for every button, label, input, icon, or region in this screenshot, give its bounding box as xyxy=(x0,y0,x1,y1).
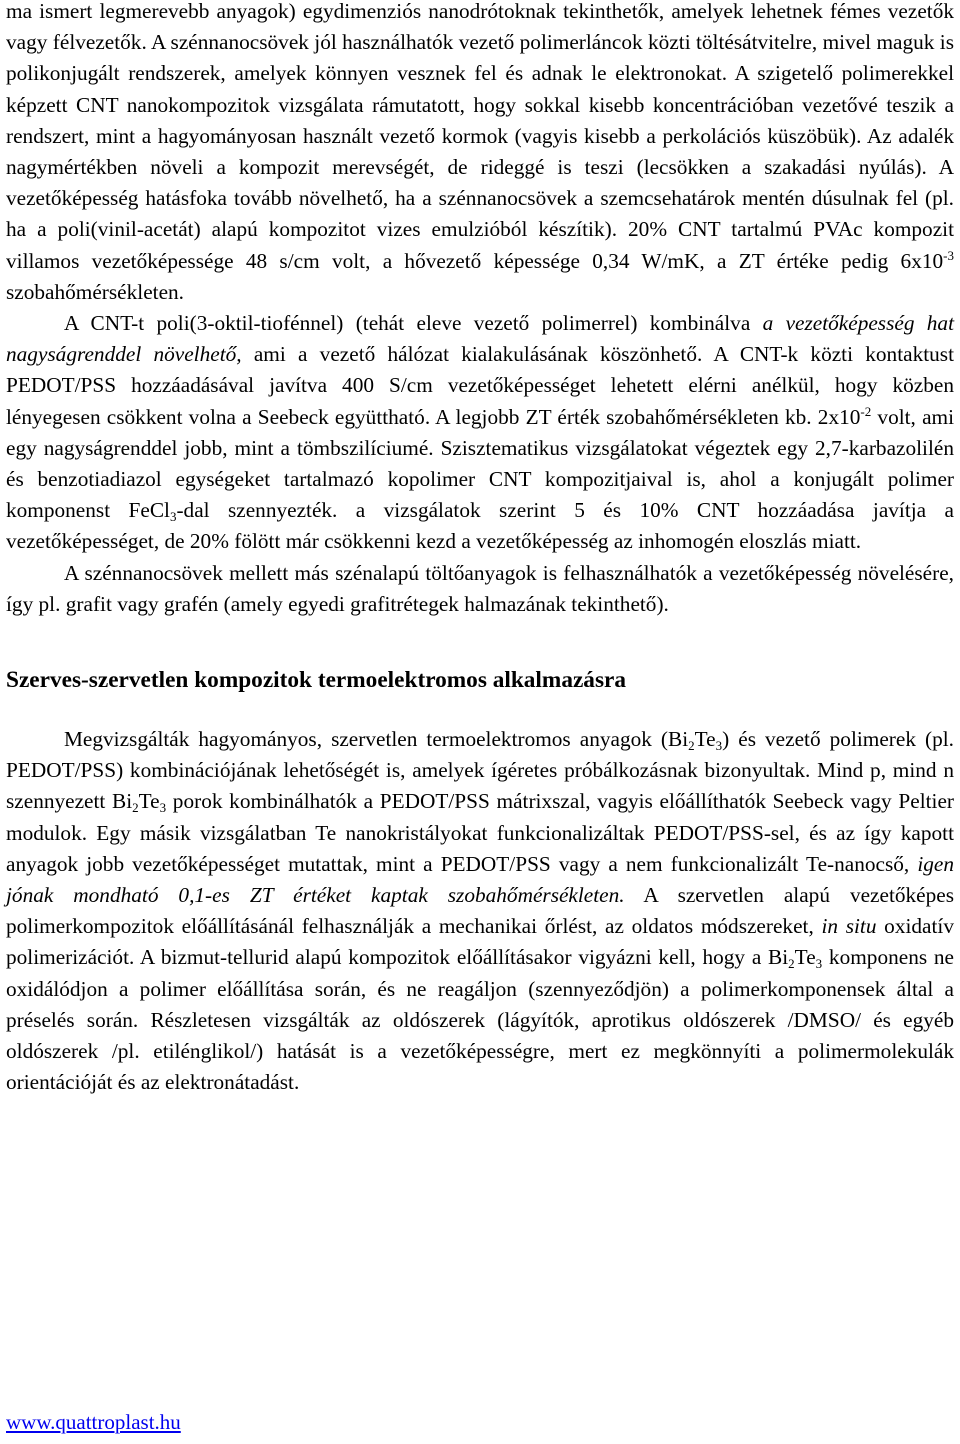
emphasis-text: a vezetőképesség hat nagyságrenddel növelhető, xyxy=(6,311,955,367)
paragraph-text: szobahőmérsékleten. xyxy=(6,279,184,304)
subscript: 2 xyxy=(688,738,695,754)
paragraph-text: ma ismert legmerevebb anyagok) egydimenziós nanodrótoknak tekinthetők, amelyek lehetnek fémes vezetők vagy félvezetők. A szénnanocsövek jól használhatók vezető polimerláncok közti töltésátvitelre, mivel maguk is polikonjugált rendszerek, amelyek könnyen vesznek fel és adnak le elektronokat. A szigetelő polimerekkel képzett CNT nanokompozitok vizsgálata rámutatott, hogy sokkal kisebb koncentrációban vezetővé teszik a rendszert, mint a hagyományosan használt vezető kormok (vagyis kisebb a perkolációs küszöbük). Az adalék nagymértékben növeli a kompozit merevségét, de rideggé is teszi (lecsökken a szakadási nyúlás). A vezetőképesség hatásfoka tovább növelhető, ha a szénnanocsövek a szemcsehatárok mentén dúsulnak fel (pl. ha a poli(vinil-acetát) alapú kompozitot vizes emulzióból készítik). 20% CNT tartalmú PVAc kompozit villamos vezetőképessége 48 s/cm volt, a hővezető képessége 0,34 W/mK, a ZT értéke pedig 6x10 xyxy=(6,0,954,273)
emphasis-text: igen jónak mondható 0,1-es ZT értéket kaptak szobahőmérsékleten. xyxy=(6,851,954,908)
subscript: 3 xyxy=(715,738,723,754)
paragraph-text: -dal szennyezték. a vizsgálatok szerint 5 és 10% CNT hozzáadása javítja a vezetőképességet, de 20% fölött már csökkenni kezd a vezetőképesség az inhomogén eloszlás miatt. xyxy=(6,498,955,554)
emphasis-text: in situ xyxy=(821,914,877,939)
paragraph-text: Te xyxy=(694,727,716,752)
paragraph-text: Te xyxy=(794,945,816,970)
section-heading: Szerves-szervetlen kompozitok termoelektromos alkalmazásra xyxy=(6,667,627,694)
paragraph-text: porok kombinálhatók a PEDOT/PSS mátrixszal, vagyis előállíthatók Seebeck vagy Peltier modulok. Egy másik vizsgálatban Te nanokristályokat funkcionalizáltak PEDOT/PSS-sel, és az így kapott anyagok jobb vezetőképességet mutattak, mint a PEDOT/PSS vagy a nem funkcionalizált Te-nanocső, xyxy=(6,789,954,876)
paragraph-text: ami a vezető hálózat kialakulásának köszönhető. A CNT-k közti kontaktust PEDOT/PSS hozzáadásával javítva 400 S/cm vezetőképességet lehetett elérni anélkül, hogy közben lényegesen csökkent volna a Seebeck együttható. A legjobb ZT érték szobahőmérsékleten kb. 2x10 xyxy=(6,342,954,429)
footer-website-link[interactable]: www.quattroplast.hu xyxy=(6,1410,181,1434)
paragraph-text: komponens ne oxidálódjon a polimer előállítása során, és ne reagáljon (szennyeződjön) a polimerkomponensek által a préselés során. Részletesen vizsgálták az oldószerek (lágyítók, aprotikus oldószerek /DMSO/ és egyéb oldószerek /pl. etilénglikol/) hatását is a vezetőképességre, mert ez megkönnyíti a polimermolekulák orientációját és az elektronátadást. xyxy=(6,945,954,1095)
subscript: 3 xyxy=(169,509,177,525)
paragraph-text: Te xyxy=(138,789,160,814)
paragraph-organic-inorganic xyxy=(6,724,954,1098)
paragraph-cnt-nanocomposites xyxy=(6,0,954,308)
paragraph-cnt-polythiophene xyxy=(6,308,954,558)
subscript: 3 xyxy=(159,800,167,816)
paragraph-text: A szervetlen alapú vezetőképes polimerkompozitok előállításánál felhasználják a mechanikai őrlést, az oldatos módszereket, xyxy=(6,883,955,939)
paragraph-text: volt, ami egy nagyságrenddel jobb, mint a tömbszilíciumé. Szisztematikus vizsgálatokat végeztek egy 2,7-karbazolilén és benzotiadiazol egységeket tartalmazó kopolimer CNT kompozitjaival is, ahol a konjugált polimer komponenst FeCl xyxy=(6,404,954,523)
subscript: 2 xyxy=(132,800,139,816)
paragraph-text: oxidatív polimerizációt. A bizmut-tellurid alapú kompozitok előállításakor vigyázni kell, hogy a Bi xyxy=(6,914,954,970)
paragraph-text: Megvizsgálták hagyományos, szervetlen termoelektromos anyagok (Bi xyxy=(64,727,689,752)
subscript: 2 xyxy=(788,956,795,972)
paragraph-text: ) és vezető polimerek (pl. PEDOT/PSS) kombinációjának lehetőségét is, amelyek ígéretes próbálkozásnak bizonyultak. Mind p, mind n szennyezett Bi xyxy=(6,727,954,814)
subscript: 3 xyxy=(815,956,823,972)
paragraph-carbon-fillers xyxy=(6,558,954,620)
superscript: -2 xyxy=(860,403,872,419)
superscript: -3 xyxy=(943,247,954,263)
paragraph-text: A szénnanocsövek mellett más szénalapú töltőanyagok is felhasználhatók a vezetőképesség növelésére, így pl. grafit vagy grafén (amely egyedi grafitrétegek halmazának tekinthető). xyxy=(6,560,954,616)
paragraph-text: A CNT-t poli(3-oktil-tiofénnel) (tehát eleve vezető polimerrel) kombinálva xyxy=(64,311,763,336)
